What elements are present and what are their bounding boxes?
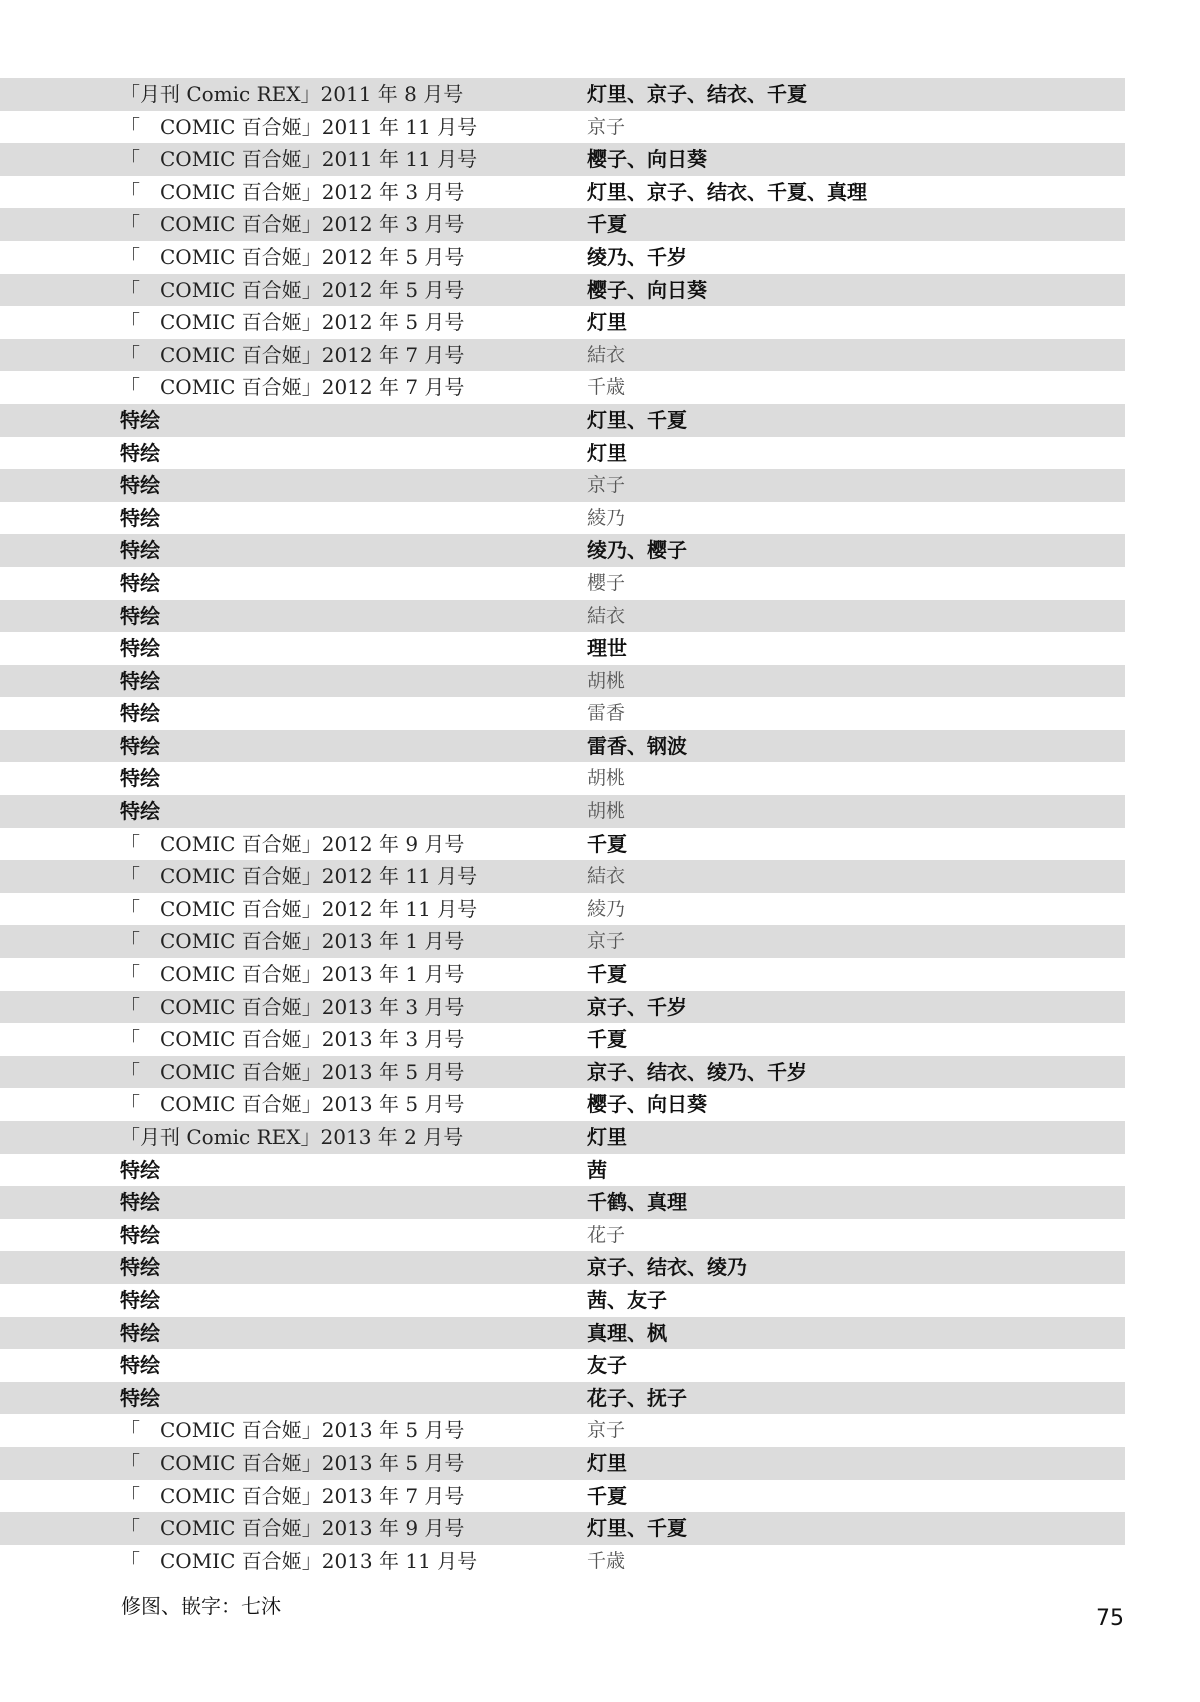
characters-cell: 樱子、向日葵: [587, 1092, 707, 1117]
table-row: [0, 143, 1125, 176]
source-cell: 「 COMIC 百合姬」2012 年 5 月号: [120, 277, 465, 302]
characters-cell: 灯里: [587, 1450, 627, 1475]
table-row: [0, 1414, 1125, 1447]
characters-cell: 茜: [587, 1157, 607, 1182]
characters-cell: 千鹤、真理: [587, 1190, 687, 1215]
table-row: [0, 762, 1125, 795]
source-cell: 特绘: [120, 570, 160, 595]
table-row: [0, 469, 1125, 502]
source-cell: 「 COMIC 百合姬」2013 年 11 月号: [120, 1548, 478, 1573]
characters-cell: 京子: [587, 1419, 626, 1442]
characters-cell: 千歳: [587, 376, 626, 399]
characters-cell: 灯里、千夏: [587, 407, 687, 432]
source-cell: 「 COMIC 百合姬」2012 年 5 月号: [120, 244, 465, 269]
source-cell: 「 COMIC 百合姬」2013 年 3 月号: [120, 1027, 465, 1052]
table-row: [0, 632, 1125, 665]
credit-line: 修图、嵌字：七沐: [121, 1594, 281, 1618]
source-cell: 「 COMIC 百合姬」2011 年 11 月号: [120, 147, 478, 172]
table-row: [0, 404, 1125, 437]
characters-cell: 千夏: [587, 831, 627, 856]
characters-cell: 千歳: [587, 1549, 626, 1572]
characters-cell: 雷香: [587, 702, 626, 725]
characters-cell: 千夏: [587, 962, 627, 987]
table-row: [0, 371, 1125, 404]
source-cell: 特绘: [120, 1385, 160, 1410]
characters-cell: 結衣: [587, 604, 626, 627]
source-cell: 「 COMIC 百合姬」2013 年 3 月号: [120, 994, 465, 1019]
table-row: [0, 1545, 1125, 1578]
table-row: [0, 274, 1125, 307]
characters-cell: 真理、枫: [587, 1320, 667, 1345]
characters-cell: 京子: [587, 930, 626, 953]
characters-cell: 雷香、钢波: [587, 733, 687, 758]
table-row: [0, 958, 1125, 991]
characters-cell: 京子、千岁: [587, 994, 687, 1019]
characters-cell: 友子: [587, 1353, 627, 1378]
artwork-source-table: [0, 78, 1125, 1577]
source-cell: 「 COMIC 百合姬」2012 年 3 月号: [120, 179, 465, 204]
table-row: [0, 111, 1125, 144]
table-row: [0, 1186, 1125, 1219]
table-row: [0, 697, 1125, 730]
table-row: [0, 208, 1125, 241]
table-row: [0, 665, 1125, 698]
characters-cell: 京子、结衣、绫乃: [587, 1255, 747, 1280]
characters-cell: 京子: [587, 474, 626, 497]
table-row: [0, 795, 1125, 828]
table-row: [0, 1088, 1125, 1121]
source-cell: 「 COMIC 百合姬」2012 年 11 月号: [120, 896, 478, 921]
source-cell: 「 COMIC 百合姬」2013 年 1 月号: [120, 962, 465, 987]
characters-cell: 樱子、向日葵: [587, 277, 707, 302]
table-row: [0, 1317, 1125, 1350]
table-row: [0, 1349, 1125, 1382]
source-cell: 特绘: [120, 1255, 160, 1280]
characters-cell: 灯里、千夏: [587, 1516, 687, 1541]
page-number: 75: [1096, 1606, 1124, 1631]
source-cell: 「 COMIC 百合姬」2011 年 11 月号: [120, 114, 478, 139]
table-row: [0, 600, 1125, 633]
table-row: [0, 306, 1125, 339]
source-cell: 特绘: [120, 1320, 160, 1345]
table-row: [0, 176, 1125, 209]
source-cell: 特绘: [120, 440, 160, 465]
source-cell: 「月刊 Comic REX」2013 年 2 月号: [120, 1125, 464, 1149]
table-row: [0, 1284, 1125, 1317]
table-row: [0, 1251, 1125, 1284]
characters-cell: 結衣: [587, 343, 626, 366]
table-row: [0, 1382, 1125, 1415]
table-row: [0, 828, 1125, 861]
source-cell: 「 COMIC 百合姬」2012 年 11 月号: [120, 864, 478, 889]
table-row: [0, 860, 1125, 893]
characters-cell: 京子: [587, 115, 626, 138]
characters-cell: 綾乃: [587, 506, 626, 529]
source-cell: 特绘: [120, 1287, 160, 1312]
source-cell: 特绘: [120, 407, 160, 432]
characters-cell: 花子: [587, 1223, 626, 1246]
source-cell: 特绘: [120, 1157, 160, 1182]
table-row: [0, 1512, 1125, 1545]
source-cell: 「 COMIC 百合姬」2013 年 5 月号: [120, 1418, 465, 1443]
source-cell: 「 COMIC 百合姬」2013 年 7 月号: [120, 1483, 465, 1508]
source-cell: 特绘: [120, 1190, 160, 1215]
source-cell: 「 COMIC 百合姬」2013 年 9 月号: [120, 1516, 465, 1541]
source-cell: 「 COMIC 百合姬」2012 年 5 月号: [120, 310, 465, 335]
table-row: [0, 1154, 1125, 1187]
characters-cell: 灯里: [587, 440, 627, 465]
source-cell: 特绘: [120, 636, 160, 661]
table-row: [0, 991, 1125, 1024]
characters-cell: 千夏: [587, 1027, 627, 1052]
characters-cell: 花子、抚子: [587, 1385, 687, 1410]
characters-cell: 灯里: [587, 1125, 627, 1149]
source-cell: 「 COMIC 百合姬」2012 年 9 月号: [120, 831, 465, 856]
table-row: [0, 1480, 1125, 1513]
source-cell: 特绘: [120, 1353, 160, 1378]
table-row: [0, 1023, 1125, 1056]
table-row: [0, 241, 1125, 274]
source-cell: 特绘: [120, 733, 160, 758]
source-cell: 「 COMIC 百合姬」2012 年 3 月号: [120, 212, 465, 237]
characters-cell: 結衣: [587, 865, 626, 888]
source-cell: 「 COMIC 百合姬」2012 年 7 月号: [120, 375, 465, 400]
source-cell: 「 COMIC 百合姬」2012 年 7 月号: [120, 342, 465, 367]
source-cell: 特绘: [120, 538, 160, 563]
characters-cell: 胡桃: [587, 669, 626, 692]
table-row: [0, 567, 1125, 600]
table-row: [0, 1121, 1125, 1154]
characters-cell: 茜、友子: [587, 1287, 667, 1312]
characters-cell: 灯里: [587, 310, 627, 335]
characters-cell: 樱子、向日葵: [587, 147, 707, 172]
characters-cell: 灯里、京子、结衣、千夏: [587, 82, 807, 106]
characters-cell: 理世: [587, 636, 627, 661]
source-cell: 特绘: [120, 766, 160, 791]
characters-cell: 胡桃: [587, 800, 626, 823]
source-cell: 特绘: [120, 799, 160, 824]
source-cell: 特绘: [120, 668, 160, 693]
characters-cell: 灯里、京子、结衣、千夏、真理: [587, 179, 867, 204]
characters-cell: 千夏: [587, 1483, 627, 1508]
characters-cell: 千夏: [587, 212, 627, 237]
table-row: [0, 78, 1125, 111]
source-cell: 特绘: [120, 701, 160, 726]
source-cell: 特绘: [120, 603, 160, 628]
table-row: [0, 730, 1125, 763]
table-row: [0, 534, 1125, 567]
table-row: [0, 1447, 1125, 1480]
characters-cell: 胡桃: [587, 767, 626, 790]
characters-cell: 绫乃、千岁: [587, 244, 687, 269]
characters-cell: 櫻子: [587, 571, 626, 594]
source-cell: 特绘: [120, 505, 160, 530]
source-cell: 特绘: [120, 473, 160, 498]
table-row: [0, 925, 1125, 958]
table-row: [0, 1056, 1125, 1089]
table-row: [0, 339, 1125, 372]
source-cell: 「 COMIC 百合姬」2013 年 1 月号: [120, 929, 465, 954]
table-row: [0, 437, 1125, 470]
characters-cell: 綾乃: [587, 897, 626, 920]
source-cell: 「 COMIC 百合姬」2013 年 5 月号: [120, 1092, 465, 1117]
source-cell: 「 COMIC 百合姬」2013 年 5 月号: [120, 1450, 465, 1475]
source-cell: 特绘: [120, 1222, 160, 1247]
table-row: [0, 1219, 1125, 1252]
table-row: [0, 502, 1125, 535]
table-row: [0, 893, 1125, 926]
characters-cell: 京子、结衣、绫乃、千岁: [587, 1059, 807, 1084]
source-cell: 「 COMIC 百合姬」2013 年 5 月号: [120, 1059, 465, 1084]
characters-cell: 绫乃、樱子: [587, 538, 687, 563]
source-cell: 「月刊 Comic REX」2011 年 8 月号: [120, 82, 464, 106]
